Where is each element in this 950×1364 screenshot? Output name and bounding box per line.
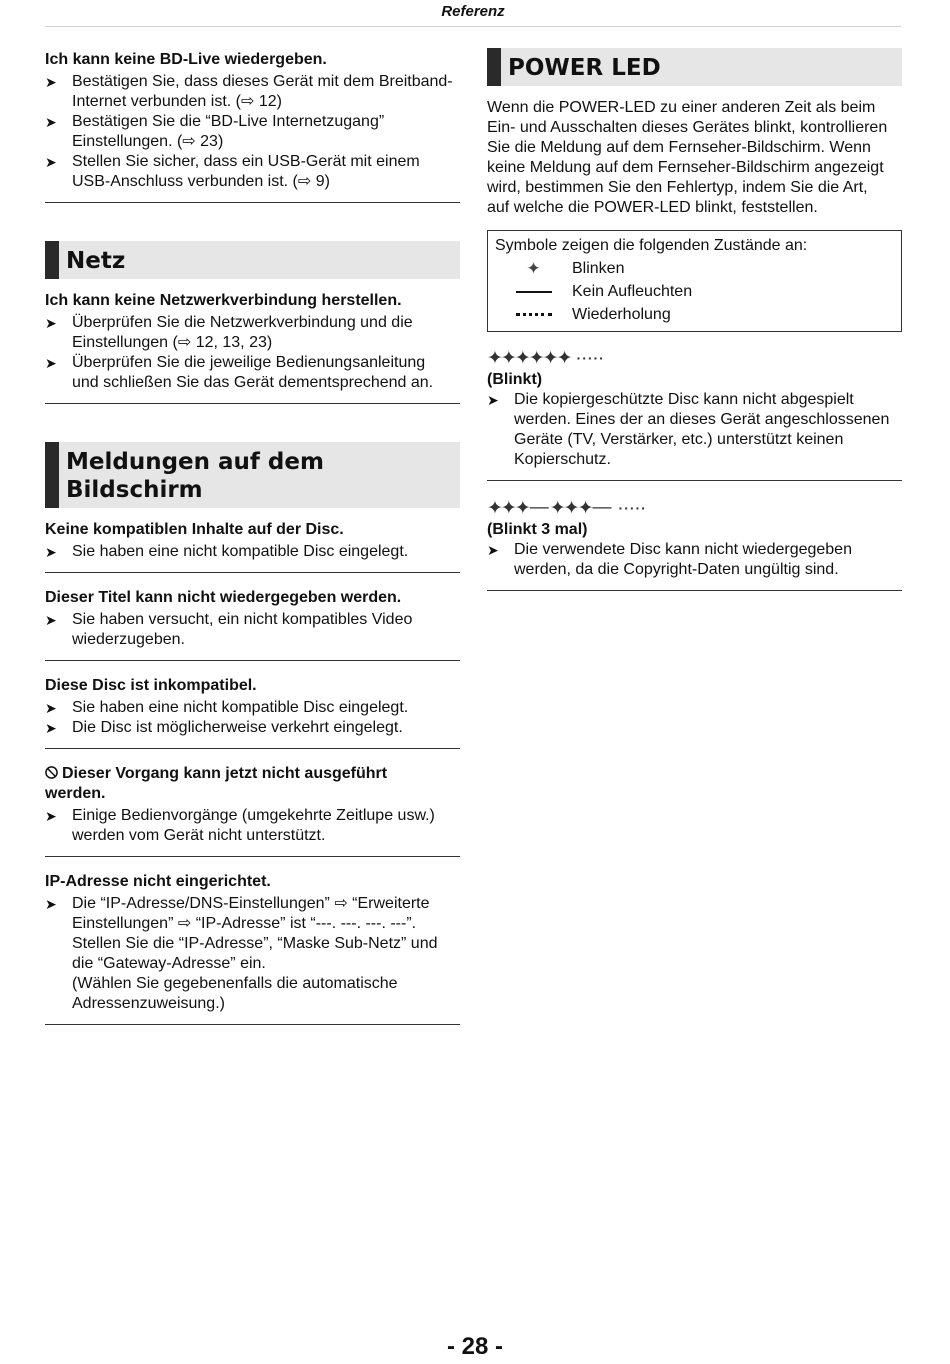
message-item: Keine kompatiblen Inhalte auf der Disc. ➤ Sie haben eine nicht kompatible Disc eingelegt. (45, 520, 460, 573)
section-heading-meldungen: Meldungen auf dem Bildschirm (45, 442, 460, 508)
bullet: ➤ Sie haben versucht, ein nicht kompatibles Video wiederzugeben. (45, 611, 413, 648)
left-column (45, 48, 460, 1040)
arrow-bullet-icon: ➤ (45, 74, 57, 90)
repeat-dots-icon (516, 313, 552, 316)
bullet: ➤ Die Disc ist möglicherweise verkehrt eingelegt. (45, 719, 403, 736)
arrow-bullet-icon: ➤ (45, 315, 57, 331)
bdlive-item (45, 50, 460, 203)
bullet: ➤ Die kopiergeschützte Disc kann nicht abgespielt werden. Eines der an dieses Gerät angeschlossenen Geräte (TV, Verstärker, etc.) unterstützt keinen Kopierschutz. (487, 391, 890, 468)
blink-star-icon: ✦ (526, 259, 541, 278)
power-led-intro: Wenn die POWER-LED zu einer anderen Zeit als beim Ein- und Ausschalten dieses Gerätes blinkt, kontrollieren Sie die Meldung auf dem Fernseher-Bildschirm. Wenn keine Meldung auf dem Fernseher-Bildschirm angezeigt wird, bestimmen Sie den Fehlertyp, indem Sie die Art, auf welche die POWER-LED blinkt, feststellen. (487, 99, 888, 216)
arrow-bullet-icon: ➤ (45, 355, 57, 371)
bullet: ➤ Einige Bedienvorgänge (umgekehrte Zeitlupe usw.) werden vom Gerät nicht unterstützt. (45, 807, 435, 844)
arrow-bullet-icon: ➤ (487, 392, 499, 408)
bullet: ➤ Überprüfen Sie die Netzwerkverbindung und die Einstellungen (⇨ 12, 13, 23) (45, 314, 413, 351)
page-header (45, 0, 901, 27)
bullet: ➤ Bestätigen Sie, dass dieses Gerät mit dem Breitband- Internet verbunden ist. (⇨ 12) (45, 73, 453, 110)
netz-title: Ich kann keine Netzwerkverbindung herstellen. (45, 292, 402, 309)
bullet: ➤ Überprüfen Sie die jeweilige Bedienungsanleitung und schließen Sie das Gerät dementsprechend an. (45, 354, 434, 391)
bullet: ➤ Die verwendete Disc kann nicht wiedergegeben werden, da die Copyright-Daten ungültig sind. (487, 541, 852, 578)
arrow-bullet-icon: ➤ (45, 720, 57, 736)
bullet: ➤ Bestätigen Sie die “BD-Live Internetzugang” Einstellungen. (⇨ 23) (45, 113, 385, 150)
symbol-row: ✦ Blinken (526, 259, 625, 278)
bullet: ➤ Sie haben eine nicht kompatible Disc eingelegt. (45, 543, 409, 560)
message-item: Diese Disc ist inkompatibel. ➤ Sie haben eine nicht kompatible Disc eingelegt. ➤ Die Disc ist möglicherweise verkehrt eingelegt. (45, 676, 460, 749)
symbol-row: Kein Aufleuchten (495, 280, 894, 303)
message-item: Dieser Titel kann nicht wiedergegeben werden. ➤ Sie haben versucht, ein nicht kompatibles Video wiederzugeben. (45, 588, 460, 661)
symbol-legend-title: Symbole zeigen die folgenden Zustände an: (495, 237, 808, 254)
off-line-icon (516, 291, 552, 293)
arrow-bullet-icon: ➤ (45, 700, 57, 716)
page-number: - 28 - (446, 1333, 503, 1360)
symbol-row: Wiederholung (495, 303, 894, 326)
arrow-bullet-icon: ➤ (487, 542, 499, 558)
blink-pattern-icon: ✦✦✦✦✦✦ ····· (487, 347, 605, 369)
arrow-bullet-icon: ➤ (45, 896, 57, 912)
arrow-bullet-icon: ➤ (45, 808, 57, 824)
arrow-bullet-icon: ➤ (45, 154, 57, 170)
bullet: ➤ Die “IP-Adresse/DNS-Einstellungen” ⇨ “Erweiterte Einstellungen” ⇨ “IP-Adresse” ist “---. ---. ---. ---”. Stellen Sie die “IP-Adresse”, “Maske Sub-Netz” und die “Gateway-Adresse” ein. (Wählen Sie gegebenenfalls die automatische Adressenzuweisung.) (45, 895, 438, 1012)
blink-3-times-pattern-icon: ✦✦✦ — ✦✦✦ — ····· (487, 497, 647, 519)
symbol-legend-box (487, 230, 902, 332)
led-pattern-item: ✦✦✦✦✦✦ ····· (Blinkt) ➤ Die kopiergeschützte Disc kann nicht abgespielt werden. Eines der an dieses Gerät angeschlossenen Geräte (TV, Verstärker, etc.) unterstützt keinen Kopierschutz. (487, 346, 902, 481)
section-heading-power-led: POWER LED (487, 48, 902, 86)
ip-item: IP-Adresse nicht eingerichtet. ➤ Die “IP-Adresse/DNS-Einstellungen” ⇨ “Erweiterte Einstellungen” ⇨ “IP-Adresse” ist “---. ---. ---. ---”. Stellen Sie die “IP-Adresse”, “Maske Sub-Netz” und die “Gateway-Adresse” ein. (Wählen Sie gegebenenfalls die automatische Adressenzuweisung.) (45, 872, 460, 1025)
right-column (487, 48, 902, 606)
netz-item (45, 291, 460, 404)
bullet: ➤ Sie haben eine nicht kompatible Disc eingelegt. (45, 699, 409, 716)
bullet: ➤ Stellen Sie sicher, dass ein USB-Gerät mit einem USB-Anschluss verbunden ist. (⇨ 9) (45, 153, 420, 190)
arrow-bullet-icon: ➤ (45, 114, 57, 130)
prohibit-item: Dieser Vorgang kann jetzt nicht ausgeführt werden. ➤ Einige Bedienvorgänge (umgekehrte Zeitlupe usw.) werden vom Gerät nicht unterstützt. (45, 764, 460, 857)
arrow-bullet-icon: ➤ (45, 612, 57, 628)
led-pattern-item: ✦✦✦ — ✦✦✦ — ····· (Blinkt 3 mal) ➤ Die verwendete Disc kann nicht wiedergegeben werden, da die Copyright-Daten ungültig sind. (487, 496, 902, 591)
section-heading-netz: Netz (45, 241, 460, 279)
prohibited-icon (45, 766, 58, 779)
header-title: Referenz (441, 3, 505, 20)
arrow-bullet-icon: ➤ (45, 544, 57, 560)
bdlive-title: Ich kann keine BD-Live wiedergeben. (45, 51, 327, 68)
